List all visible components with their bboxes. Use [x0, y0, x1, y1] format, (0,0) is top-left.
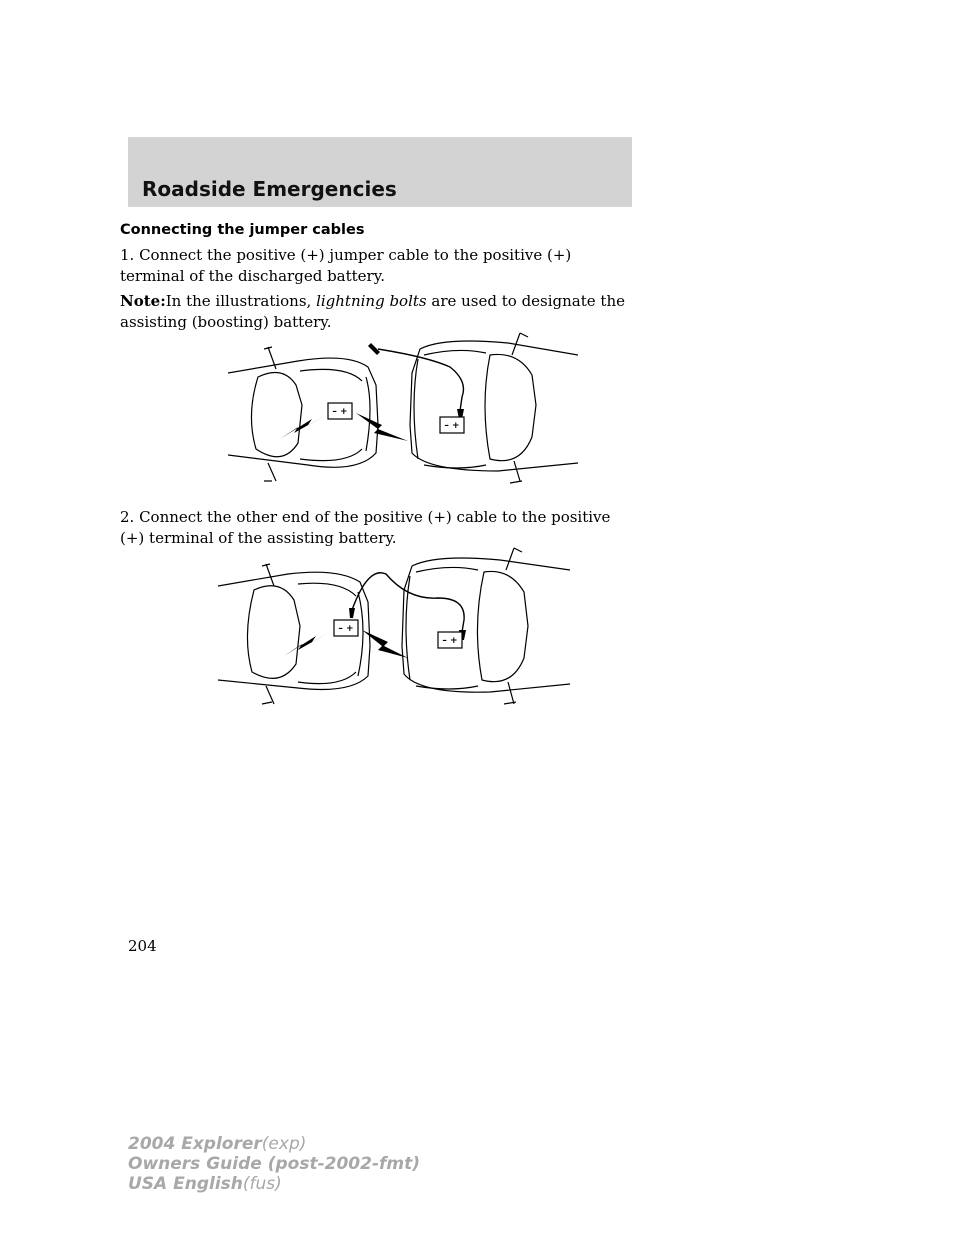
figure-step-1-illustration — [228, 325, 578, 485]
right-car-hood-line — [424, 350, 486, 468]
right-car-body — [410, 341, 578, 471]
left-car-mirror-top — [262, 564, 274, 586]
left-car-windshield — [251, 373, 302, 457]
lightning-bolt-icon — [356, 413, 408, 441]
left-car-fender — [358, 592, 363, 676]
right-car-fender — [414, 359, 418, 459]
section-title: Roadside Emergencies — [142, 177, 397, 201]
battery-left-symbol: – + — [332, 407, 348, 417]
right-car-mirror-bottom — [504, 682, 516, 704]
footer-line-model: 2004 Explorer(exp) — [128, 1134, 307, 1154]
lightning-bolt-icon — [280, 415, 326, 439]
note-emphasis: lightning bolts — [316, 292, 427, 310]
right-car-hood-line — [416, 567, 478, 689]
battery-left-symbol: – + — [338, 624, 354, 634]
left-car-fender — [366, 377, 370, 451]
right-car-body — [402, 558, 570, 692]
lightning-bolt-icon — [284, 632, 330, 656]
footer-document-info — [128, 1134, 420, 1194]
step-1-text: 1. Connect the positive (+) jumper cable to the positive (+) terminal of the discharged battery. — [120, 246, 572, 285]
subheading: Connecting the jumper cables — [120, 222, 365, 238]
right-car-windshield — [477, 571, 528, 681]
right-car-windshield — [485, 354, 536, 460]
note-label: Note: — [120, 292, 166, 310]
note-text-pre: In the illustrations, — [165, 292, 317, 310]
step-2-text: 2. Connect the other end of the positive (+) cable to the positive (+) terminal of the assisting battery. — [120, 508, 611, 547]
footer-line-language: USA English(fus) — [128, 1174, 282, 1194]
note-text-post: are used to designate the assisting (boosting) battery. — [120, 292, 625, 331]
figure-step-2-illustration — [218, 546, 570, 706]
left-car-mirror-bottom — [264, 463, 276, 481]
right-car-mirror-top — [506, 548, 522, 570]
jumper-cable — [378, 349, 464, 411]
right-car-mirror-bottom — [510, 461, 522, 483]
header-band — [128, 137, 632, 207]
footer-line-guide: Owners Guide (post-2002-fmt) — [128, 1154, 421, 1174]
page-number: 204 — [128, 937, 157, 955]
left-car-body — [228, 358, 378, 467]
left-car-windshield — [247, 586, 300, 679]
battery-right-symbol: – + — [444, 421, 460, 431]
battery-right-symbol: – + — [442, 636, 458, 646]
cable-clamp-attached-left — [349, 608, 355, 618]
left-car-mirror-bottom — [262, 686, 274, 704]
